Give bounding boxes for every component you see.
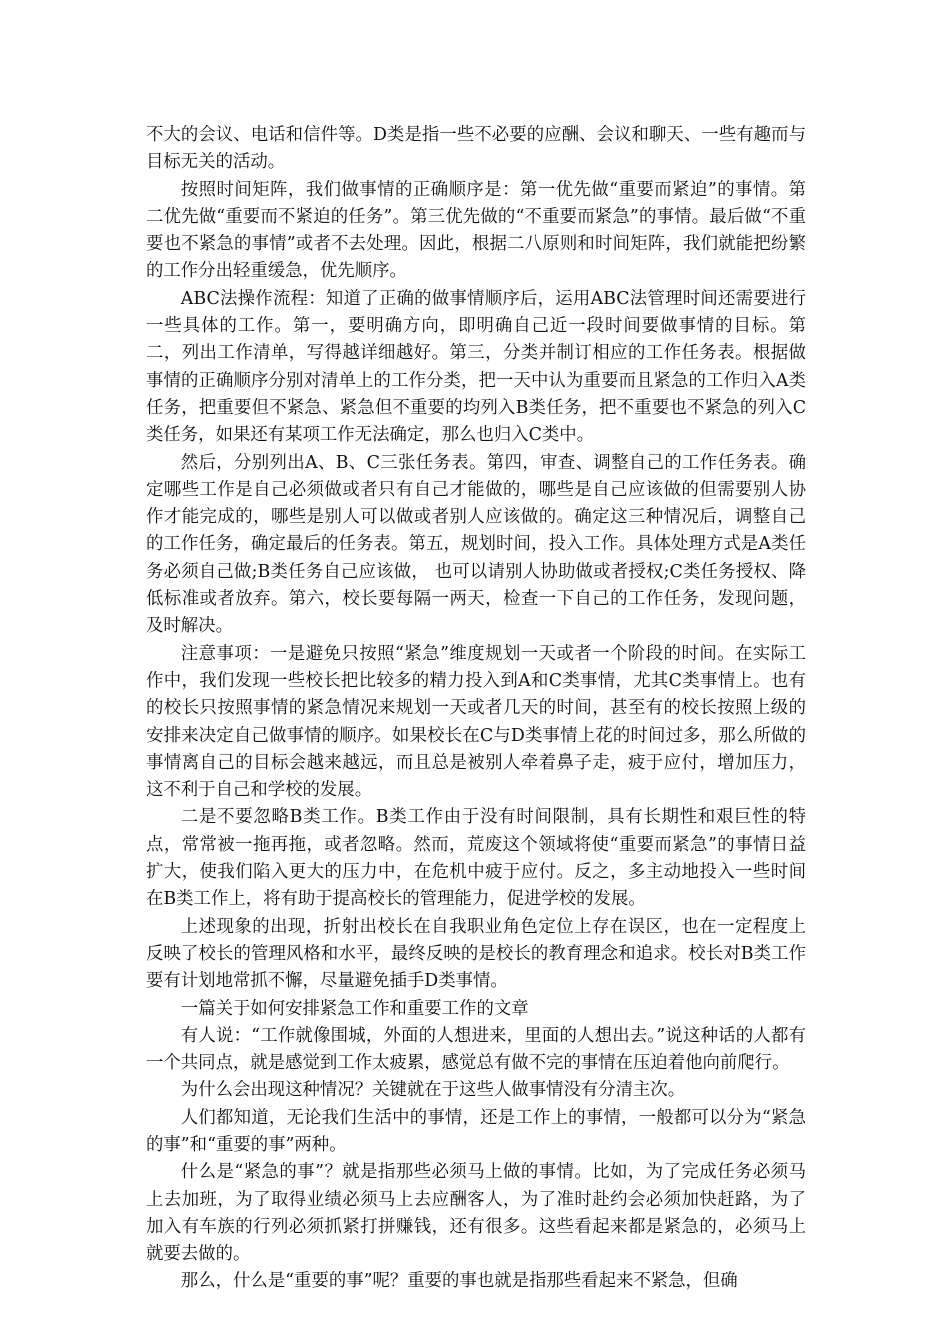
paragraph-abc-process: ABC法操作流程：知道了正确的做事情顺序后，运用ABC法管理时间还需要进行一些具体的工作。第一，要明确方向，即明确自己近一段时间要做事情的目标。第二，列出工作清单，写得越详细越好。第三，分类并制订相应的工作任务表。根据做事情的正确顺序分别对清单上的工作分类，把一天中认为重要而且紧急的工作归入A类任务，把重要但不紧急、紧急但不重要的均列入B类任务，把不重要也不紧急的列入C类任务，如果还有某项工作无法确定，那么也归入C类中。 bbox=[146, 288, 806, 446]
document-body bbox=[146, 122, 806, 1296]
paragraph-urgent-things: 什么是“紧急的事”？就是指那些必须马上做的事情。比如，为了完成任务必须马上去加班，为了取得业绩必须马上去应酬客人，为了准时赴约会必须加快赶路，为了加入有车族的行列必须抓紧打拼赚钱，还有很多。这些看起来都是紧急的，必须马上就要去做的。 bbox=[146, 1162, 806, 1265]
paragraph-notes-urgent: 注意事项：一是避免只按照“紧急”维度规划一天或者一个阶段的时间。在实际工作中，我们发现一些校长把比较多的精力投入到A和C类事情，尤其C类事情上。也有的校长只按照事情的紧急情况来规划一天或者几天的时间，甚至有的校长按照上级的安排来决定自己做事情的顺序。如果校长在C与D类事情上花的时间过多，那么所做的事情离自己的目标会越来越远，而且总是被别人牵着鼻子走，疲于应付，增加压力，这不利于自己和学校的发展。 bbox=[146, 643, 806, 801]
paragraph-important-things: 那么，什么是“重要的事”呢？重要的事也就是指那些看起来不紧急，但确 bbox=[180, 1271, 738, 1292]
paragraph-task-lists: 然后，分别列出A、B、C三张任务表。第四，审查、调整自己的工作任务表。确定哪些工作是自己必须做或者只有自己才能做的，哪些是自己应该做的但需要别人协作才能完成的，哪些是别人可以做或者别人应该做的。确定这三种情况后，调整自己的工作任务，确定最后的任务表。第五，规划时间，投入工作。具体处理方式是A类任务必须自己做;B类任务自己应该做， 也可以请别人协助做或者授权;C类任务授权、降低标准或者放弃。第六，校长要每隔一两天，检查一下自己的工作任务，发现问题， 及时解决。 bbox=[146, 452, 806, 637]
paragraph-phenomenon: 上述现象的出现，折射出校长在自我职业角色定位上存在误区，也在一定程度上反映了校长的管理风格和水平，最终反映的是校长的教育理念和追求。校长对B类工作要有计划地常抓不懈，尽量避免插手D类事情。 bbox=[146, 916, 806, 992]
paragraph-why: 为什么会出现这种情况？关键就在于这些人做事情没有分清主次。 bbox=[180, 1080, 686, 1101]
paragraph-notes-b-tasks: 二是不要忽略B类工作。B类工作由于没有时间限制，具有长期性和艰巨性的特点，常常被一拖再拖，或者忽略。然而，荒废这个领域将使“重要而紧急”的事情日益扩大，使我们陷入更大的压力中，在危机中疲于应付。反之，多主动地投入一些时间在B类工作上，将有助于提高校长的管理能力，促进学校的发展。 bbox=[146, 807, 806, 910]
paragraph-time-matrix-order: 按照时间矩阵，我们做事情的正确顺序是：第一优先做“重要而紧迫”的事情。第二优先做“重要而不紧迫的任务”。第三优先做的“不重要而紧急”的事情。最后做“不重要也不紧急的事情”或者不去处理。因此，根据二八原则和时间矩阵，我们就能把纷繁的工作分出轻重缓急，优先顺序。 bbox=[146, 179, 806, 282]
paragraph-continuation: 不大的会议、电话和信件等。D类是指一些不必要的应酬、会议和聊天、一些有趣而与目标无关的活动。 bbox=[146, 125, 806, 173]
article-title: 一篇关于如何安排紧急工作和重要工作的文章 bbox=[180, 998, 529, 1019]
paragraph-two-kinds: 人们都知道，无论我们生活中的事情，还是工作上的事情，一般都可以分为“紧急的事”和“重要的事”两种。 bbox=[146, 1107, 806, 1155]
paragraph-siege-quote: 有人说：“工作就像围城，外面的人想进来，里面的人想出去。”说这种话的人都有一个共同点，就是感觉到工作太疲累，感觉总有做不完的事情在压迫着他向前爬行。 bbox=[146, 1025, 806, 1074]
